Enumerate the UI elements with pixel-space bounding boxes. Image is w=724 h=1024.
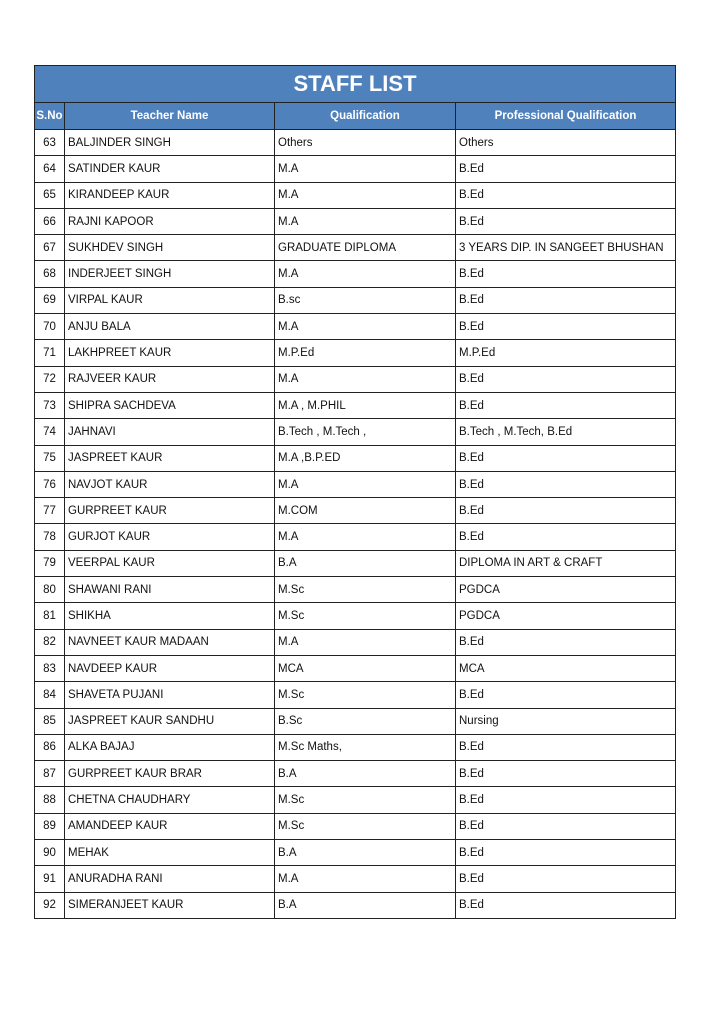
staff-list-table xyxy=(34,65,676,919)
cell-professional-qualification: B.Tech , M.Tech, B.Ed xyxy=(456,419,676,445)
cell-professional-qualification: 3 YEARS DIP. IN SANGEET BHUSHAN xyxy=(456,235,676,261)
cell-teacher-name: GURPREET KAUR xyxy=(65,498,275,524)
cell-professional-qualification: M.P.Ed xyxy=(456,340,676,366)
cell-sno: 67 xyxy=(35,235,65,261)
table-row xyxy=(35,655,676,681)
cell-sno: 65 xyxy=(35,182,65,208)
table-row xyxy=(35,866,676,892)
cell-professional-qualification: PGDCA xyxy=(456,577,676,603)
cell-qualification: M.Sc Maths, xyxy=(275,734,456,760)
cell-professional-qualification: B.Ed xyxy=(456,892,676,918)
cell-sno: 83 xyxy=(35,655,65,681)
cell-teacher-name: SUKHDEV SINGH xyxy=(65,235,275,261)
cell-qualification: M.A xyxy=(275,261,456,287)
cell-teacher-name: KIRANDEEP KAUR xyxy=(65,182,275,208)
cell-teacher-name: JASPREET KAUR xyxy=(65,445,275,471)
cell-teacher-name: BALJINDER SINGH xyxy=(65,130,275,156)
column-header-row xyxy=(35,103,676,130)
table-row xyxy=(35,471,676,497)
cell-professional-qualification: B.Ed xyxy=(456,682,676,708)
cell-teacher-name: NAVDEEP KAUR xyxy=(65,655,275,681)
cell-sno: 87 xyxy=(35,761,65,787)
cell-teacher-name: GURPREET KAUR BRAR xyxy=(65,761,275,787)
cell-sno: 75 xyxy=(35,445,65,471)
cell-teacher-name: MEHAK xyxy=(65,840,275,866)
table-row xyxy=(35,156,676,182)
cell-sno: 84 xyxy=(35,682,65,708)
table-row xyxy=(35,629,676,655)
cell-teacher-name: VEERPAL KAUR xyxy=(65,550,275,576)
cell-teacher-name: RAJNI KAPOOR xyxy=(65,208,275,234)
cell-sno: 68 xyxy=(35,261,65,287)
cell-qualification: M.Sc xyxy=(275,577,456,603)
cell-qualification: MCA xyxy=(275,655,456,681)
table-row xyxy=(35,340,676,366)
cell-sno: 64 xyxy=(35,156,65,182)
cell-teacher-name: AMANDEEP KAUR xyxy=(65,813,275,839)
cell-sno: 74 xyxy=(35,419,65,445)
cell-qualification: M.A xyxy=(275,524,456,550)
cell-teacher-name: ANJU BALA xyxy=(65,314,275,340)
column-header-sno: S.No xyxy=(35,103,65,130)
cell-sno: 88 xyxy=(35,787,65,813)
cell-teacher-name: LAKHPREET KAUR xyxy=(65,340,275,366)
table-row xyxy=(35,287,676,313)
cell-professional-qualification: B.Ed xyxy=(456,813,676,839)
cell-qualification: B.A xyxy=(275,892,456,918)
cell-qualification: B.A xyxy=(275,550,456,576)
table-row xyxy=(35,682,676,708)
cell-qualification: M.A xyxy=(275,314,456,340)
table-row xyxy=(35,445,676,471)
cell-professional-qualification: B.Ed xyxy=(456,208,676,234)
cell-sno: 72 xyxy=(35,366,65,392)
cell-qualification: GRADUATE DIPLOMA xyxy=(275,235,456,261)
cell-qualification: M.Sc xyxy=(275,813,456,839)
cell-professional-qualification: B.Ed xyxy=(456,471,676,497)
cell-qualification: M.A xyxy=(275,156,456,182)
cell-professional-qualification: B.Ed xyxy=(456,524,676,550)
cell-qualification: M.A xyxy=(275,366,456,392)
cell-teacher-name: NAVNEET KAUR MADAAN xyxy=(65,629,275,655)
table-row xyxy=(35,734,676,760)
table-row xyxy=(35,708,676,734)
table-row xyxy=(35,235,676,261)
cell-professional-qualification: B.Ed xyxy=(456,366,676,392)
page-title: STAFF LIST xyxy=(35,66,676,103)
cell-sno: 82 xyxy=(35,629,65,655)
cell-qualification: M.A xyxy=(275,182,456,208)
cell-teacher-name: SHIPRA SACHDEVA xyxy=(65,392,275,418)
cell-qualification: M.Sc xyxy=(275,787,456,813)
cell-sno: 73 xyxy=(35,392,65,418)
cell-professional-qualification: Nursing xyxy=(456,708,676,734)
cell-teacher-name: SIMERANJEET KAUR xyxy=(65,892,275,918)
cell-professional-qualification: B.Ed xyxy=(456,156,676,182)
cell-teacher-name: SHIKHA xyxy=(65,603,275,629)
cell-professional-qualification: B.Ed xyxy=(456,314,676,340)
column-header-professional-qualification: Professional Qualification xyxy=(456,103,676,130)
cell-sno: 86 xyxy=(35,734,65,760)
cell-teacher-name: JAHNAVI xyxy=(65,419,275,445)
cell-sno: 71 xyxy=(35,340,65,366)
cell-qualification: Others xyxy=(275,130,456,156)
cell-qualification: B.Sc xyxy=(275,708,456,734)
cell-professional-qualification: DIPLOMA IN ART & CRAFT xyxy=(456,550,676,576)
cell-sno: 81 xyxy=(35,603,65,629)
cell-qualification: M.A xyxy=(275,866,456,892)
table-row xyxy=(35,208,676,234)
cell-qualification: M.A xyxy=(275,629,456,655)
cell-qualification: M.A xyxy=(275,471,456,497)
cell-sno: 70 xyxy=(35,314,65,340)
cell-teacher-name: ALKA BAJAJ xyxy=(65,734,275,760)
table-row xyxy=(35,813,676,839)
cell-professional-qualification: B.Ed xyxy=(456,498,676,524)
table-row xyxy=(35,787,676,813)
cell-professional-qualification: B.Ed xyxy=(456,261,676,287)
cell-professional-qualification: B.Ed xyxy=(456,866,676,892)
cell-sno: 77 xyxy=(35,498,65,524)
cell-qualification: M.Sc xyxy=(275,682,456,708)
cell-professional-qualification: B.Ed xyxy=(456,287,676,313)
table-row xyxy=(35,392,676,418)
cell-sno: 92 xyxy=(35,892,65,918)
cell-qualification: M.A ,B.P.ED xyxy=(275,445,456,471)
table-row xyxy=(35,366,676,392)
cell-qualification: B.Tech , M.Tech , xyxy=(275,419,456,445)
table-row xyxy=(35,840,676,866)
cell-sno: 90 xyxy=(35,840,65,866)
cell-qualification: B.A xyxy=(275,840,456,866)
cell-qualification: M.P.Ed xyxy=(275,340,456,366)
cell-teacher-name: SHAVETA PUJANI xyxy=(65,682,275,708)
cell-professional-qualification: B.Ed xyxy=(456,761,676,787)
table-row xyxy=(35,761,676,787)
cell-professional-qualification: B.Ed xyxy=(456,787,676,813)
cell-professional-qualification: B.Ed xyxy=(456,182,676,208)
cell-qualification: M.Sc xyxy=(275,603,456,629)
cell-teacher-name: VIRPAL KAUR xyxy=(65,287,275,313)
cell-teacher-name: NAVJOT KAUR xyxy=(65,471,275,497)
table-row xyxy=(35,419,676,445)
cell-qualification: M.COM xyxy=(275,498,456,524)
table-row xyxy=(35,261,676,287)
cell-teacher-name: JASPREET KAUR SANDHU xyxy=(65,708,275,734)
table-row xyxy=(35,550,676,576)
cell-sno: 79 xyxy=(35,550,65,576)
cell-teacher-name: ANURADHA RANI xyxy=(65,866,275,892)
table-row xyxy=(35,577,676,603)
table-row xyxy=(35,314,676,340)
cell-qualification: M.A , M.PHIL xyxy=(275,392,456,418)
cell-professional-qualification: B.Ed xyxy=(456,734,676,760)
cell-professional-qualification: B.Ed xyxy=(456,840,676,866)
column-header-qualification: Qualification xyxy=(275,103,456,130)
cell-professional-qualification: Others xyxy=(456,130,676,156)
cell-teacher-name: RAJVEER KAUR xyxy=(65,366,275,392)
table-row xyxy=(35,524,676,550)
table-row xyxy=(35,498,676,524)
cell-qualification: M.A xyxy=(275,208,456,234)
table-row xyxy=(35,130,676,156)
table-row xyxy=(35,603,676,629)
cell-sno: 69 xyxy=(35,287,65,313)
cell-teacher-name: INDERJEET SINGH xyxy=(65,261,275,287)
cell-teacher-name: GURJOT KAUR xyxy=(65,524,275,550)
cell-professional-qualification: B.Ed xyxy=(456,445,676,471)
cell-sno: 91 xyxy=(35,866,65,892)
cell-teacher-name: CHETNA CHAUDHARY xyxy=(65,787,275,813)
cell-qualification: B.sc xyxy=(275,287,456,313)
cell-sno: 66 xyxy=(35,208,65,234)
cell-sno: 80 xyxy=(35,577,65,603)
cell-sno: 76 xyxy=(35,471,65,497)
table-row xyxy=(35,182,676,208)
cell-teacher-name: SHAWANI RANI xyxy=(65,577,275,603)
cell-professional-qualification: MCA xyxy=(456,655,676,681)
cell-sno: 78 xyxy=(35,524,65,550)
cell-sno: 85 xyxy=(35,708,65,734)
cell-professional-qualification: PGDCA xyxy=(456,603,676,629)
table-row xyxy=(35,892,676,918)
column-header-teacher-name: Teacher Name xyxy=(65,103,275,130)
cell-qualification: B.A xyxy=(275,761,456,787)
cell-professional-qualification: B.Ed xyxy=(456,392,676,418)
cell-sno: 89 xyxy=(35,813,65,839)
cell-professional-qualification: B.Ed xyxy=(456,629,676,655)
cell-teacher-name: SATINDER KAUR xyxy=(65,156,275,182)
cell-sno: 63 xyxy=(35,130,65,156)
